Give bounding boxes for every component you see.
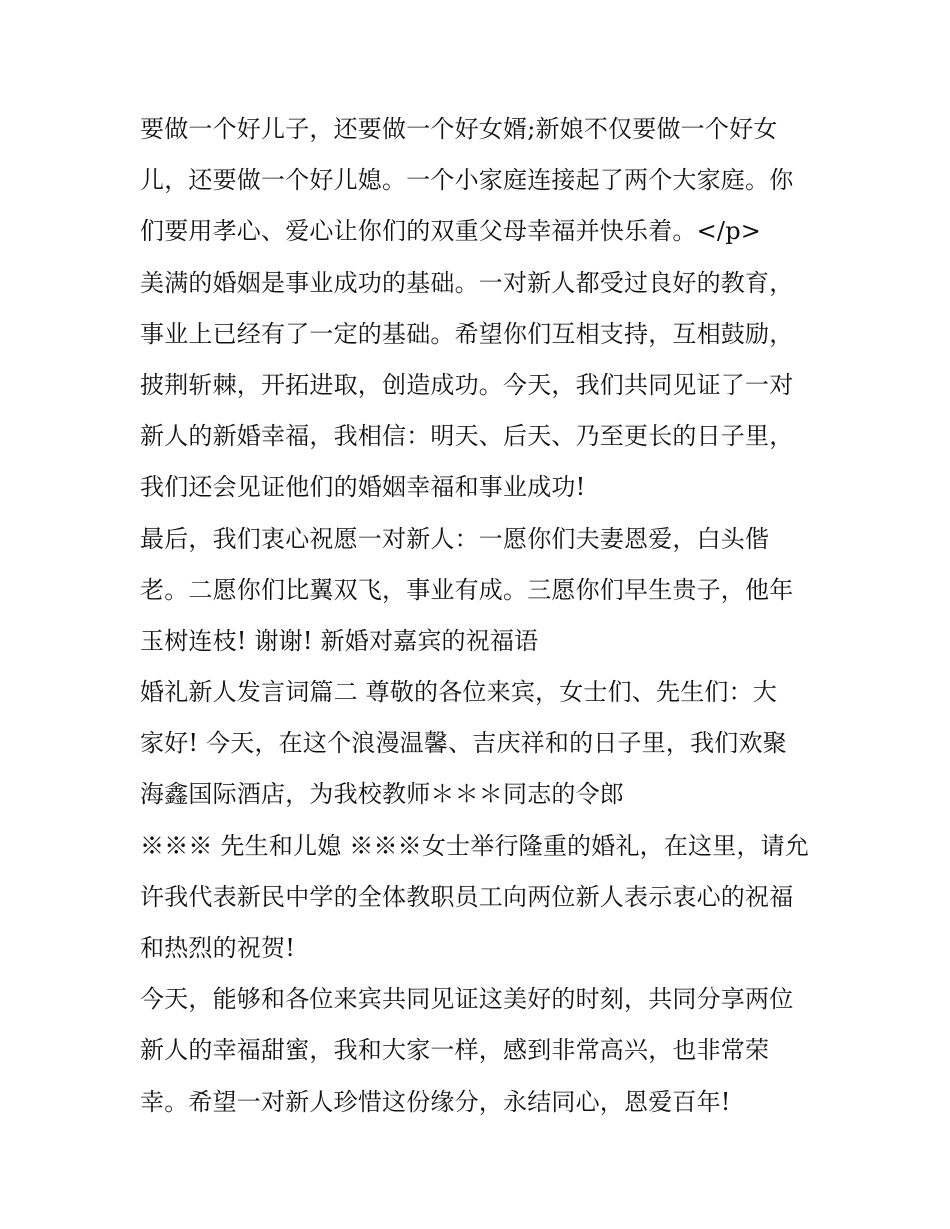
text-line: 披荆斩棘，开拓进取，创造成功。今天，我们共同见证了一对 [140,370,794,399]
text-line: 我们还会见证他们的婚姻幸福和事业成功! [140,473,586,502]
document-body [140,104,820,1128]
text-line: ※※※ 先生和儿媳 ※※※女士举行隆重的婚礼，在这里，请允 [140,831,810,860]
text-line: 和热烈的祝贺! [140,934,296,962]
text-line: 美满的婚姻是事业成功的基础。一对新人都受过良好的教育， [140,268,794,297]
text-line: 今天，能够和各位来宾共同见证这美好的时刻，共同分享两位 [140,985,794,1014]
text-line: 幸。希望一对新人珍惜这份缘分，永结同心，恩爱百年! [140,1087,731,1116]
text-line: 家好! 今天，在这个浪漫温馨、吉庆祥和的日子里，我们欢聚 [140,729,787,758]
text-line: 儿，还要做一个好儿媳。一个小家庭连接起了两个大家庭。你 [140,166,794,195]
text-line: 许我代表新民中学的全体教职员工向两位新人表示衷心的祝福 [140,882,794,911]
text-line: 海鑫国际酒店，为我校教师＊＊＊同志的令郎 [140,780,624,809]
text-line: 们要用孝心、爱心让你们的双重父母幸福并快乐着。</p> [140,217,762,246]
text-line: 老。二愿你们比翼双飞，事业有成。三愿你们早生贵子，他年 [140,575,794,604]
text-line: 婚礼新人发言词篇二 尊敬的各位来宾，女士们、先生们：大 [140,678,778,707]
text-line: 玉树连枝! 谢谢! 新婚对嘉宾的祝福语 [140,626,539,655]
text-line: 事业上已经有了一定的基础。希望你们互相支持，互相鼓励， [140,319,794,348]
text-line: 新人的新婚幸福，我相信：明天、后天、乃至更长的日子里， [140,422,794,451]
text-line: 要做一个好儿子，还要做一个好女婿;新娘不仅要做一个好女 [140,115,778,143]
text-line: 最后，我们衷心祝愿一对新人：一愿你们夫妻恩爱，白头偕 [140,524,770,553]
text-line: 新人的幸福甜蜜，我和大家一样，感到非常高兴，也非常荣 [140,1036,770,1065]
